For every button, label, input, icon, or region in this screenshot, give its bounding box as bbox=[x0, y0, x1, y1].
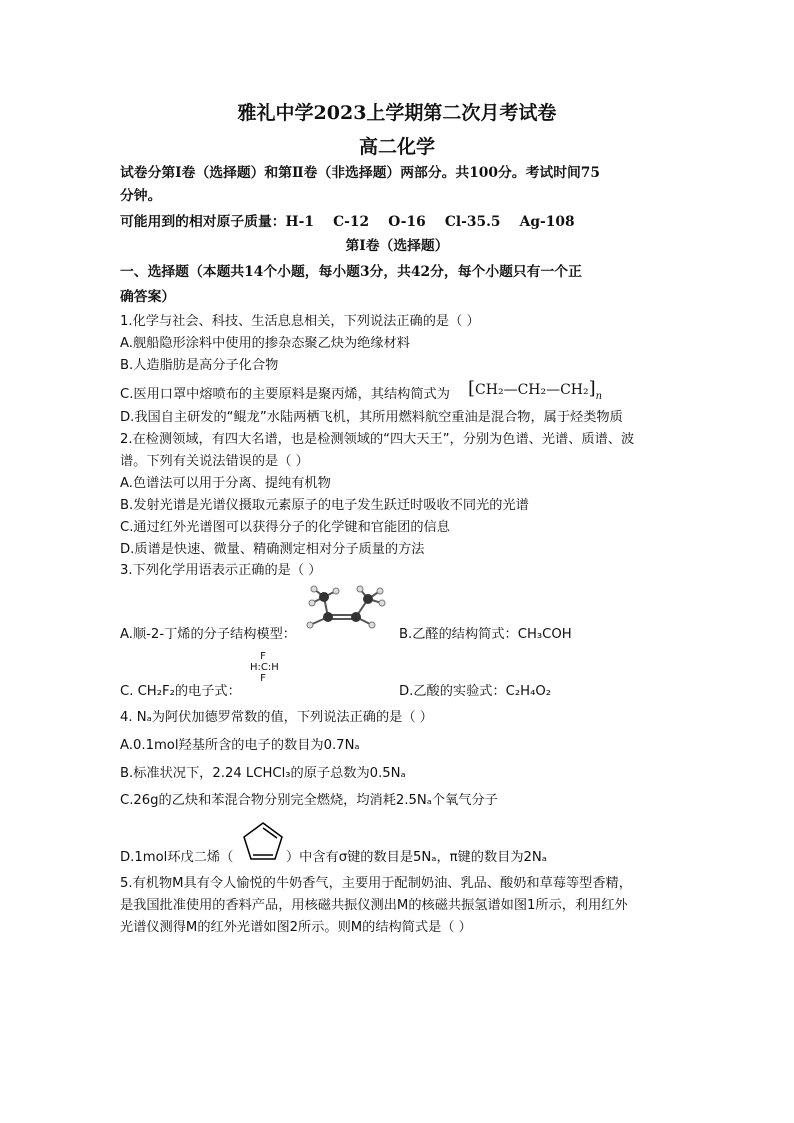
q5-stem-line-1: 5.有机物M具有令人愉悦的牛奶香气，主要用于配制奶油、乳品、酸奶和草莓等型香精， bbox=[120, 876, 632, 891]
q4-stem: 4. Nₐ为阿伏加德罗常数的值，下列说法正确的是（ ） bbox=[120, 710, 433, 725]
q1-stem: 1.化学与社会、科技、生活息息相关，下列说法正确的是（ ） bbox=[120, 314, 480, 329]
cyclopentadiene-structure bbox=[238, 818, 288, 864]
q2-option-c: C.通过红外光谱图可以获得分子的化学键和官能团的信息 bbox=[120, 520, 450, 535]
q4-option-c: C.26g的乙炔和苯混合物分别完全燃烧，均消耗2.5Nₐ个氧气分子 bbox=[120, 793, 498, 808]
q2-option-a: A.色谱法可以用于分离、提纯有机物 bbox=[120, 476, 331, 491]
q3-option-b: B.乙醛的结构简式：CH₃COH bbox=[399, 627, 572, 642]
q4-option-b: B.标准状况下，2.24 LCHCl₃的原子总数为0.5Nₐ bbox=[120, 766, 406, 781]
polypropylene-formula: $[CH_2—CH_2—CH_2]_n$ bbox=[468, 378, 603, 402]
q1-option-a: A.舰船隐形涂料中使用的掺杂态聚乙炔为绝缘材料 bbox=[120, 336, 410, 351]
ch2f2-electron-formula: F H:C:H F bbox=[250, 651, 279, 684]
q2-option-b: B.发射光谱是光谱仪摄取元素原子的电子发生跃迁时吸收不同光的光谱 bbox=[120, 498, 529, 513]
q4-option-d-suffix: ）中含有σ键的数目是5Nₐ，π键的数目为2Nₐ bbox=[286, 850, 547, 865]
exam-subtitle: 高二化学 bbox=[358, 136, 435, 158]
exam-title: 雅礼中学2023上学期第二次月考试卷 bbox=[237, 102, 557, 124]
q1-option-c: C.医用口罩中熔喷布的主要原料是聚丙烯，其结构简式为 bbox=[120, 387, 450, 402]
q4-option-a: A.0.1mol羟基所含的电子的数目为0.7Nₐ bbox=[120, 738, 360, 753]
q3-stem: 3.下列化学用语表示正确的是（ ） bbox=[120, 563, 322, 578]
q3-option-a: A.顺-2-丁烯的分子结构模型： bbox=[120, 627, 296, 642]
intro-line-2: 分钟。 bbox=[120, 188, 162, 204]
atomic-masses: 可能用到的相对原子质量：H-1 C-12 O-16 Cl-35.5 Ag-108 bbox=[120, 214, 575, 230]
q2-stem-line-1: 2.在检测领域，有四大名谱，也是检测领域的“四大天王”，分别为色谱、光谱、质谱、波 bbox=[120, 432, 635, 447]
q2-stem-line-2: 谱。下列有关说法错误的是（ ） bbox=[120, 454, 309, 469]
part-heading-line-2: 确答案） bbox=[120, 289, 176, 305]
q1-option-b: B.人造脂肪是高分子化合物 bbox=[120, 358, 279, 373]
q5-stem-line-2: 是我国批准使用的香料产品，用核磁共振仪测出M的核磁共振氢谱如图1所示，利用红外 bbox=[120, 898, 628, 913]
q3-option-d: D.乙酸的实验式：C₂H₄O₂ bbox=[399, 684, 552, 699]
q5-stem-line-3: 光谱仪测得M的红外光谱如图2所示。则M的结构简式是（ ） bbox=[120, 920, 472, 935]
cis-2-butene-model bbox=[302, 585, 392, 637]
part-heading-line-1: 一、选择题（本题共14个小题，每小题3分，共42分，每个小题只有一个正 bbox=[120, 264, 582, 280]
q3-option-c: C. CH₂F₂的电子式： bbox=[120, 684, 241, 699]
q4-option-d-prefix: D.1mol环戊二烯（ bbox=[120, 850, 234, 865]
section-heading: 第Ⅰ卷（选择题） bbox=[345, 238, 449, 254]
q1-option-d: D.我国自主研发的“鲲龙”水陆两栖飞机，其所用燃料航空重油是混合物，属于烃类物质 bbox=[120, 410, 623, 425]
intro-line-1: 试卷分第Ⅰ卷（选择题）和第Ⅱ卷（非选择题）两部分。共100分。考试时间75 bbox=[120, 165, 600, 181]
q2-option-d: D.质谱是快速、微量、精确测定相对分子质量的方法 bbox=[120, 542, 425, 557]
